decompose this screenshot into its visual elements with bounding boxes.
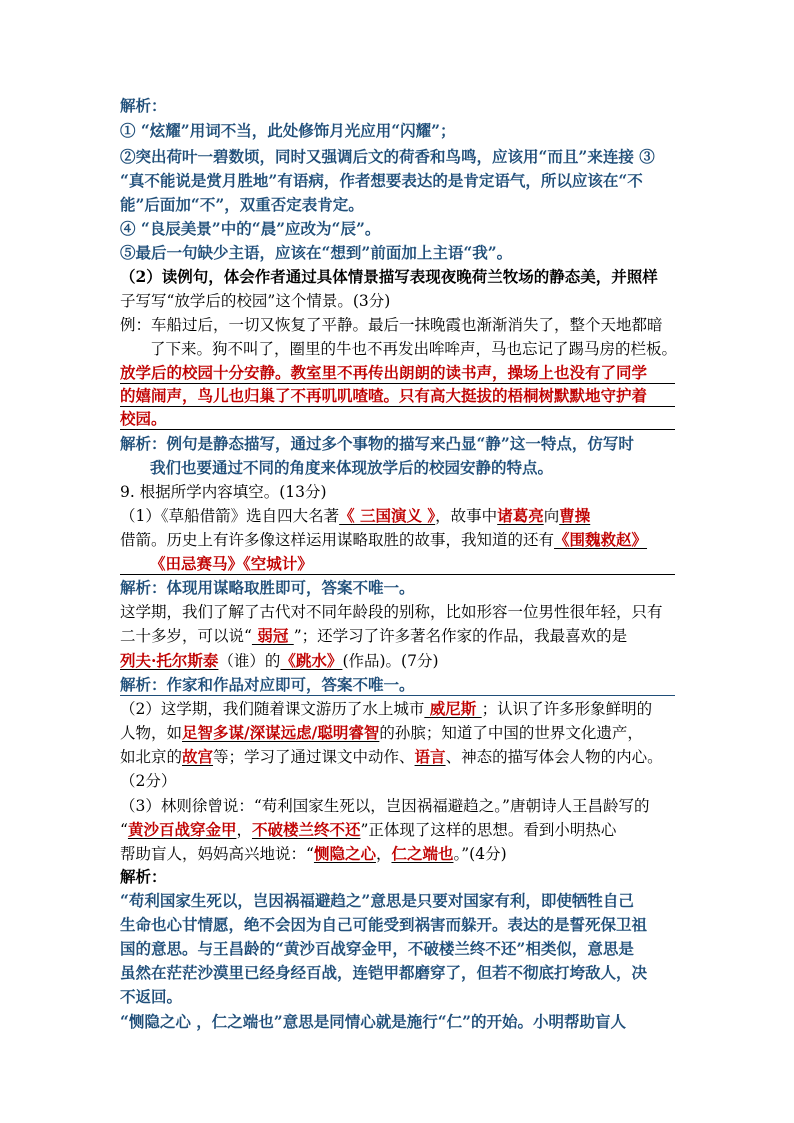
analysis-label: 解析：: [120, 867, 167, 886]
fill-answer: 《田忌赛马》《空城计》: [150, 554, 313, 573]
answer-underline: [120, 383, 675, 384]
answer-underline: [120, 574, 675, 575]
fill-answer: 《围魏救赵》: [554, 530, 648, 549]
fill-answer: 足智多谋/深谋远虑/聪明睿智: [182, 723, 380, 742]
text: （1）《草船借箭》选自四大名著: [120, 507, 340, 525]
text: （谁）的: [218, 652, 281, 670]
fill-answer: 语言: [414, 747, 446, 766]
fill-answer: 列夫·托尔斯泰: [120, 651, 219, 670]
analysis-line: 能”后面加“不”，双重否定表肯定。: [120, 195, 364, 214]
example-sentence: 了下来。狗不叫了，圈里的牛也不再发出哞哞声，马也忘记了踢马房的栏板。: [150, 340, 678, 358]
analysis-line: ⑤最后一句缺少主语，应该在“想到”前面加上主语“我”。: [120, 243, 513, 262]
text: (作品)。(7分): [342, 652, 439, 670]
text: 二十多岁，可以说“: [120, 627, 252, 645]
analysis-line: 解析：作家和作品对应即可，答案不唯一。: [120, 675, 415, 694]
analysis-line: 解析：例句是静态描写，通过多个事物的描写来凸显“静”这一特点，仿写时: [120, 434, 634, 453]
fill-answer: 《 三国演义 》: [339, 506, 436, 525]
question-9-3-line: [120, 843, 507, 865]
answer-text: 校园。: [120, 409, 167, 428]
answer-underline: [120, 406, 675, 407]
text: ；认识了许多形象鲜明的: [481, 700, 653, 718]
text: 如北京的: [120, 748, 183, 766]
fill-answer: 不破楼兰终不还: [251, 820, 361, 839]
text: 帮助盲人，妈妈高兴地说：“: [120, 845, 314, 863]
question-2-prompt: （2）读例句，体会作者通过具体情景描写表现夜晚荷兰牧场的静态美，并照样: [120, 267, 658, 286]
question-9-3-line: （3）林则徐曾说：“苟利国家生死以，岂因祸福避趋之。”唐朝诗人王昌龄写的: [120, 797, 650, 815]
question-9-2-line: [120, 698, 652, 720]
question-9-line: [120, 650, 439, 672]
text: 等；学习了通过课文中动作、: [213, 748, 415, 766]
text: 人物，如: [120, 724, 183, 742]
fill-answer: 仁之端也: [391, 844, 454, 863]
analysis-line: “真不能说是赏月胜地”有语病，作者想要表达的是肯定语气，所以应该在“不: [120, 171, 643, 190]
analysis-line: ④ “良辰美景”中的“晨”应改为“辰”。: [120, 219, 381, 238]
question-9-title: 9. 根据所学内容填空。(13分): [120, 483, 327, 501]
fill-answer: 弱冠: [251, 626, 294, 645]
analysis-line: “苟利国家生死以，岂因祸福避趋之”意思是只要对国家有利，即使牺牲自己: [120, 891, 634, 910]
fill-answer: 黄沙百战穿金甲: [127, 820, 237, 839]
answer-underline: [120, 429, 675, 430]
text: 向: [543, 507, 560, 525]
fill-answer: 故宫: [182, 747, 214, 766]
text: “: [120, 821, 128, 839]
text: ，: [236, 821, 252, 839]
answer-text: 放学后的校园十分安静。教室里不再传出朗朗的读书声，操场上也没有了同学: [120, 363, 648, 382]
question-9-2-line: （2分）: [120, 772, 177, 790]
text: 的孙膑；知道了中国的世界文化遗产，: [379, 724, 643, 742]
analysis-line: 不返回。: [120, 987, 183, 1006]
question-2-prompt: 子写写“放学后的校园”这个情景。(3分): [120, 292, 391, 310]
text: 。”(4分): [453, 845, 507, 863]
analysis-line: 国的意思。与王昌龄的“黄沙百战穿金甲，不破楼兰终不还”相类似，意思是: [120, 939, 634, 958]
example-sentence: 例：车船过后，一切又恢复了平静。最后一抹晚霞也渐渐消失了，整个天地都暗: [120, 316, 663, 334]
question-9-3-line: [120, 819, 616, 841]
fill-answer: 诸葛亮: [497, 506, 544, 525]
question-9-line: [120, 505, 590, 527]
divider: [120, 695, 675, 696]
text: 、神态的描写体会人物的内心。: [445, 748, 663, 766]
question-9-line: [120, 625, 627, 647]
question-9-line: [120, 529, 647, 551]
question-9-line: 这学期，我们了解了古代对不同年龄段的别称，比如形容一位男性很年轻，只有: [120, 603, 663, 621]
fill-answer: 曹操: [559, 506, 591, 525]
analysis-label: 解析：: [120, 96, 167, 115]
answer-text: 的嬉闹声，鸟儿也归巢了不再叽叽喳喳。只有高大挺拔的梧桐树默默地守护着: [120, 386, 648, 405]
fill-answer: 《跳水》: [280, 651, 343, 670]
question-9-2-line: [120, 722, 643, 744]
analysis-line: “恻隐之心 ，仁之端也”意思是同情心就是施行“仁”的开始。小明帮助盲人: [120, 1012, 627, 1031]
text: ，: [375, 845, 392, 863]
text: ，故事中: [435, 507, 498, 525]
fill-answer: 威尼斯: [424, 699, 482, 718]
analysis-line: ②突出荷叶一碧数顷，同时又强调后文的荷香和鸟鸣，应该用“而且”来连接 ③: [120, 147, 655, 166]
text: 借箭。历史上有许多像这样运用谋略取胜的故事，我知道的还有: [120, 531, 555, 549]
analysis-line: 虽然在茫茫沙漠里已经身经百战，连铠甲都磨穿了，但若不彻底打垮敌人，决: [120, 963, 648, 982]
analysis-line: 生命也心甘情愿，绝不会因为自己可能受到祸害而躲开。表达的是誓死保卫祖: [120, 915, 648, 934]
question-9-2-line: [120, 746, 663, 768]
text: ”；还学习了许多著名作家的作品，我最喜欢的是: [293, 627, 628, 645]
analysis-line: 解析：体现用谋略取胜即可，答案不唯一。: [120, 578, 415, 597]
analysis-line: 我们也要通过不同的角度来体现放学后的校园安静的特点。: [150, 458, 554, 477]
text: ”正体现了这样的思想。看到小明热心: [360, 821, 617, 839]
fill-answer: 恻隐之心: [313, 844, 376, 863]
analysis-line: ① “炫耀”用词不当，此处修饰月光应用“闪耀”；: [120, 121, 456, 140]
text: （2）这学期，我们随着课文游历了水上城市: [120, 700, 425, 718]
